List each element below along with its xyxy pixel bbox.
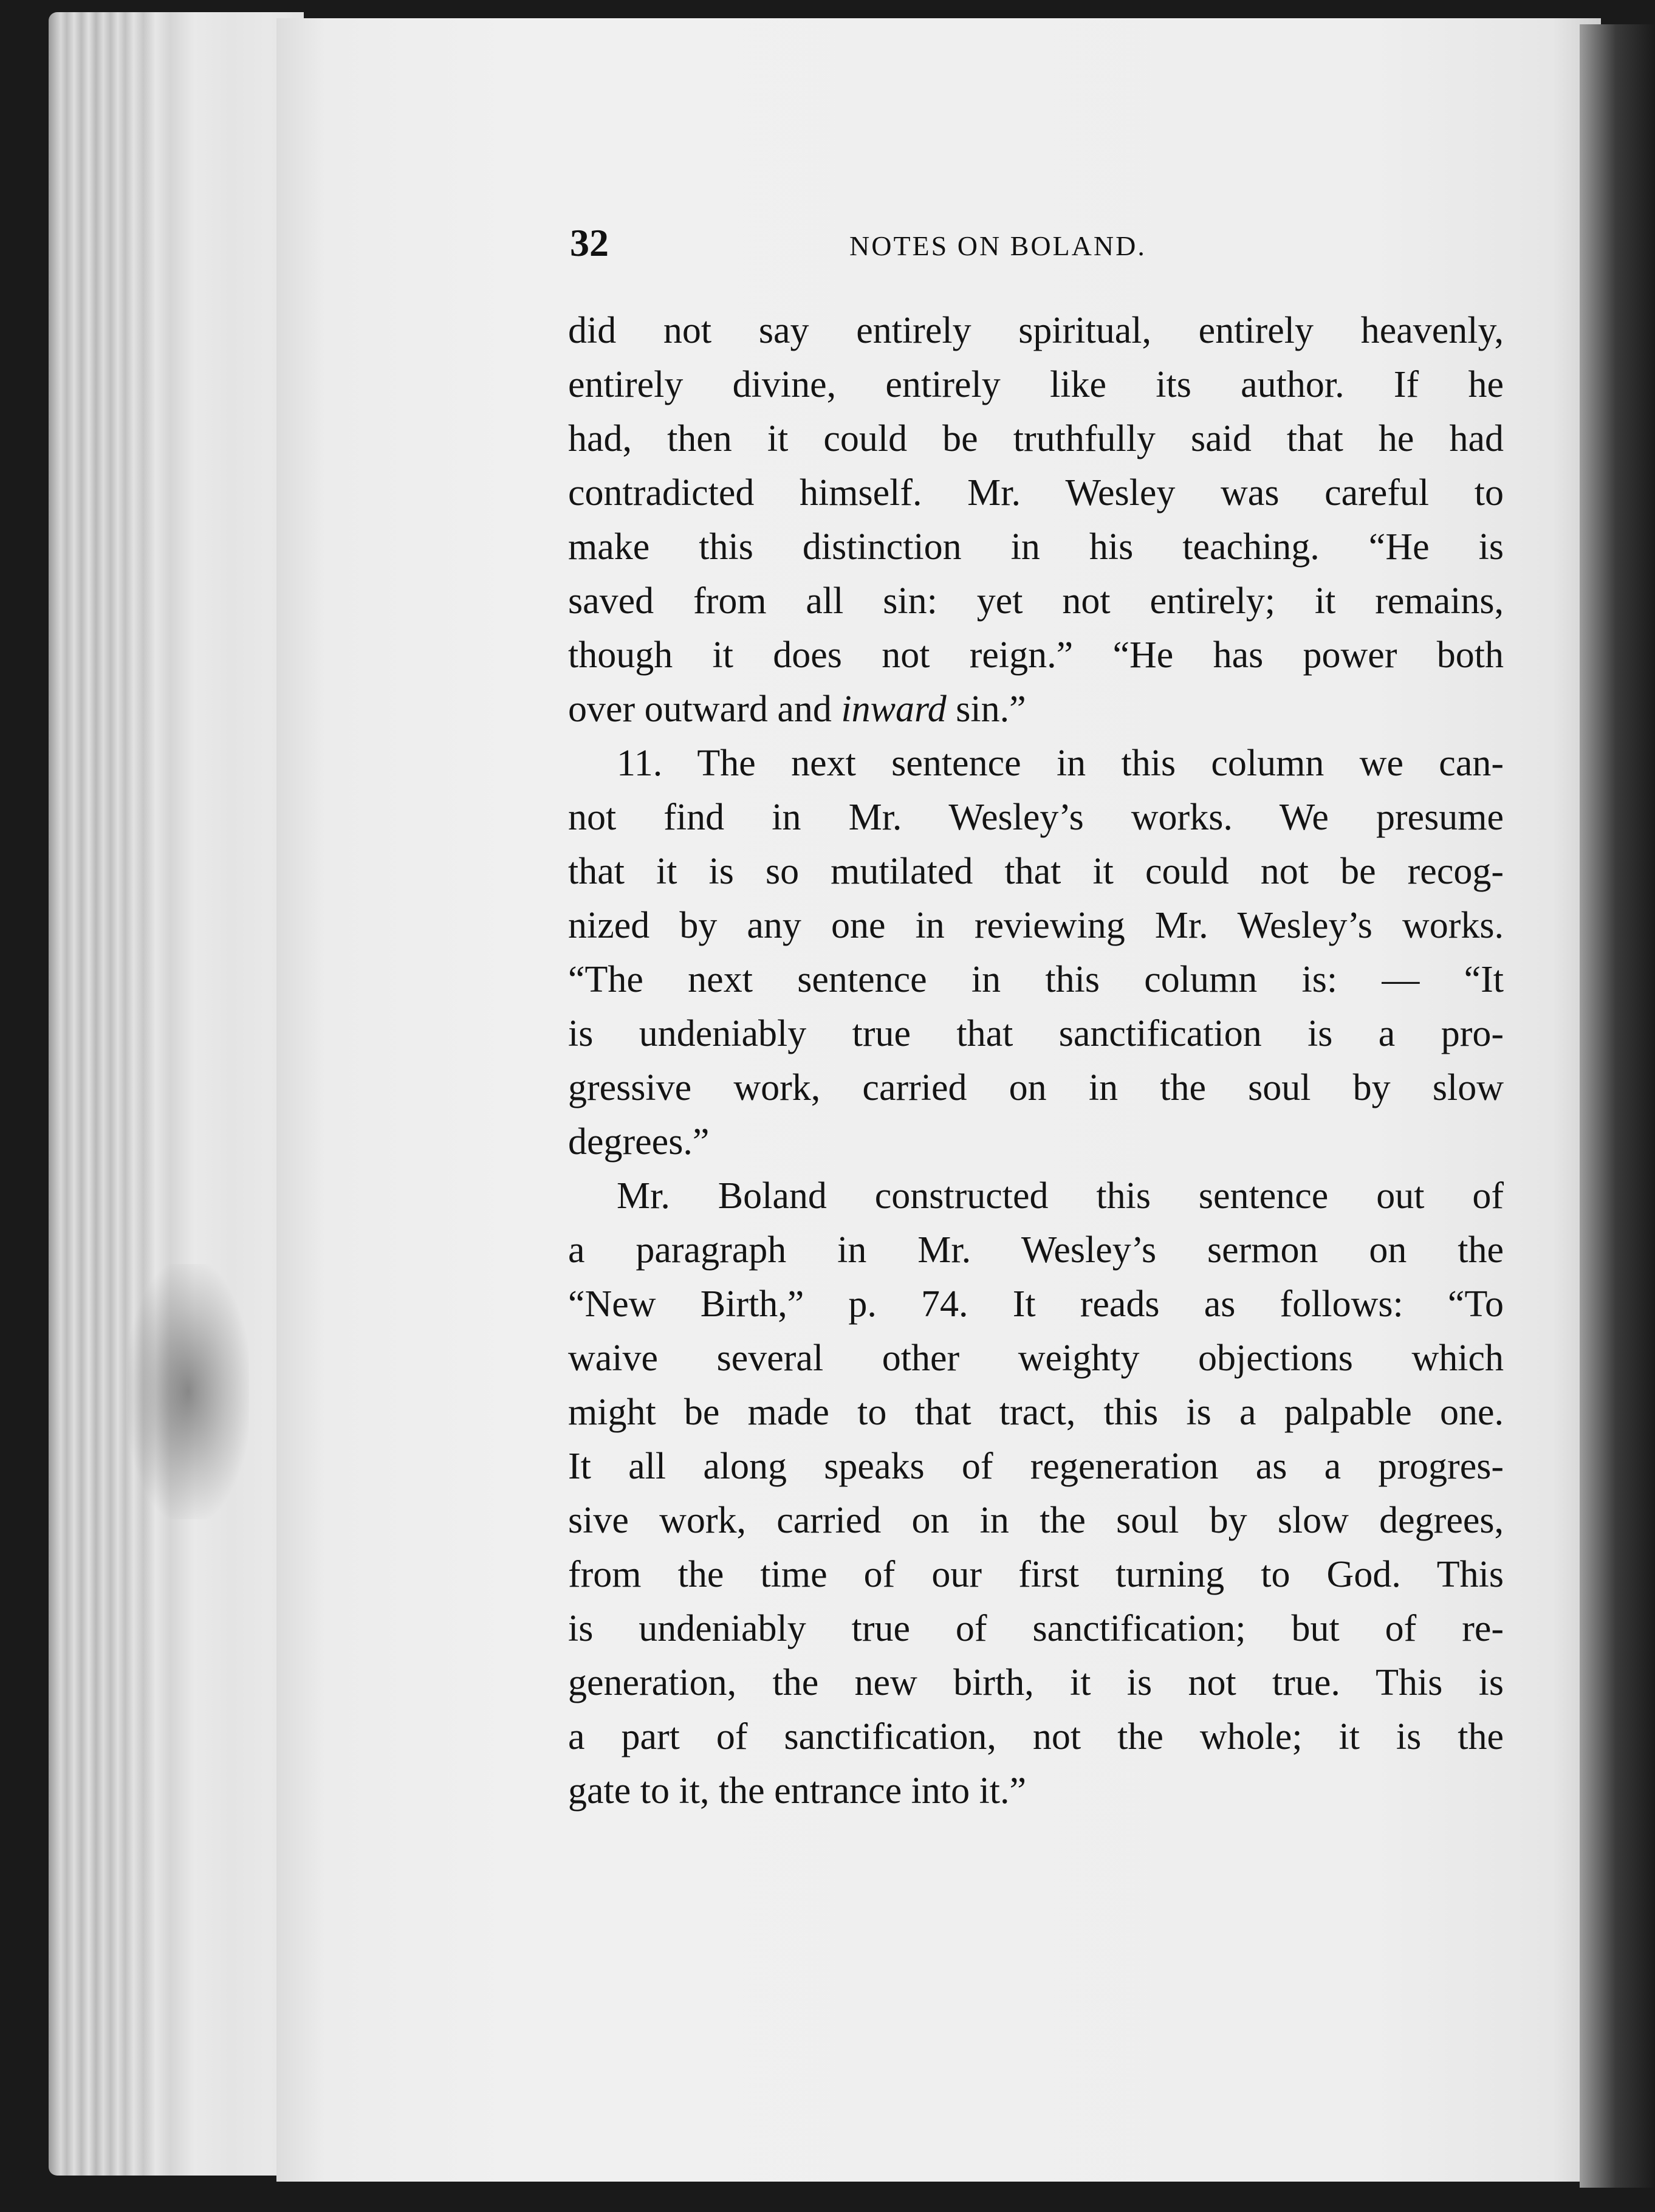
text-line: contradicted himself. Mr. Wesley was careful to [568, 472, 1504, 514]
text-line: did not say entirely spiritual, entirely heavenly, [568, 310, 1504, 351]
text-line: had, then it could be truthfully said that he had [568, 418, 1504, 459]
text-line: from the time of our first turning to God. This [568, 1554, 1504, 1595]
text-line: “New Birth,” p. 74. It reads as follows: “To [568, 1283, 1504, 1325]
text-line: saved from all sin: yet not entirely; it remains, [568, 580, 1504, 622]
text-line [568, 682, 1504, 737]
edge-stain [128, 1264, 249, 1519]
text-segment: over outward and [568, 689, 841, 730]
body-text [568, 304, 1504, 1818]
running-head: NOTES ON BOLAND. [849, 230, 1146, 261]
italic-word: inward [841, 689, 947, 730]
page-number: 32 [570, 221, 609, 264]
text-line: It all along speaks of regeneration as a progres- [568, 1446, 1504, 1487]
text-segment: sin.” [946, 689, 1026, 730]
text-line: make this distinction in his teaching. “He is [568, 526, 1504, 568]
text-line: entirely divine, entirely like its author. If he [568, 364, 1504, 405]
text-line: degrees.” [568, 1121, 710, 1163]
text-line: that it is so mutilated that it could not be recog- [568, 851, 1504, 892]
text-line: might be made to that tract, this is a palpable one. [568, 1392, 1504, 1433]
text-line: is undeniably true that sanctification is a pro- [568, 1013, 1504, 1054]
text-line: is undeniably true of sanctification; but of re- [568, 1608, 1504, 1649]
text-line: a part of sanctification, not the whole; it is the [568, 1716, 1504, 1757]
paragraph-start-line: 11. The next sentence in this column we can- [617, 743, 1504, 784]
text-line: not find in Mr. Wesley’s works. We presume [568, 797, 1504, 838]
binding-shadow [1580, 24, 1655, 2188]
text-line: “The next sentence in this column is: — “It [568, 959, 1504, 1000]
page-edges [49, 12, 304, 2176]
text-line: a paragraph in Mr. Wesley’s sermon on the [568, 1229, 1504, 1271]
text-line: gressive work, carried on in the soul by slow [568, 1067, 1504, 1108]
page-header [570, 216, 1220, 270]
text-line: nized by any one in reviewing Mr. Wesley’s works. [568, 905, 1504, 946]
text-line: sive work, carried on in the soul by slow degrees, [568, 1500, 1504, 1541]
text-line: gate to it, the entrance into it.” [568, 1770, 1027, 1812]
text-line: though it does not reign.” “He has power both [568, 634, 1504, 676]
paragraph-start-line: Mr. Boland constructed this sentence out of [617, 1175, 1504, 1217]
text-line: generation, the new birth, it is not true. This is [568, 1662, 1504, 1703]
text-line: waive several other weighty objections which [568, 1338, 1504, 1379]
